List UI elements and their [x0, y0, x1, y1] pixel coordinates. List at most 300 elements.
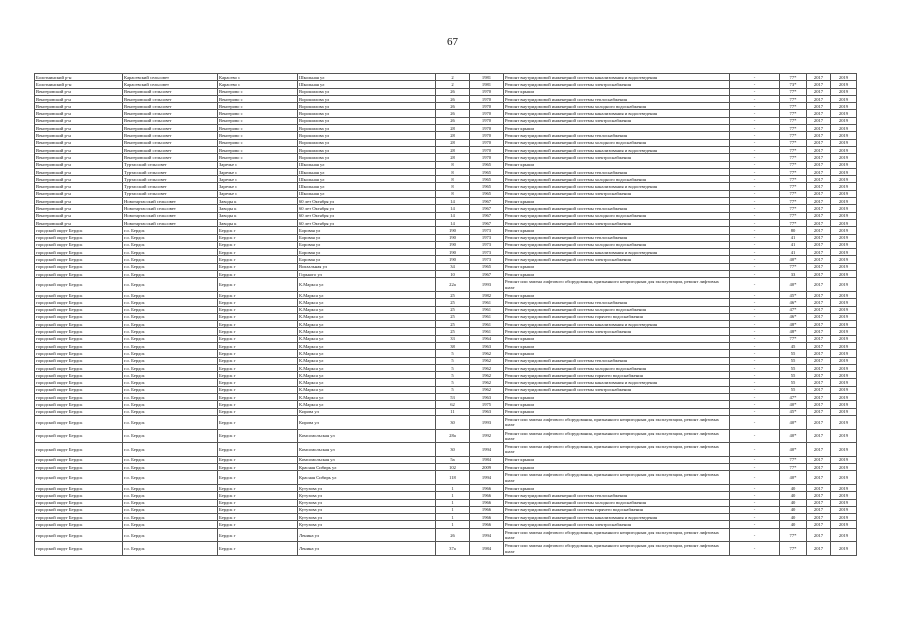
cell-locality: Бердск г	[218, 471, 298, 485]
cell-settlement: г.о. Бердск	[123, 401, 218, 408]
cell-settlement: г.о. Бердск	[123, 484, 218, 491]
cell-house-number: 25	[436, 328, 470, 335]
cell-house-number: 190	[436, 227, 470, 234]
cell-locality: Венгерово с	[218, 103, 298, 110]
cell-area: -	[730, 95, 780, 102]
table-row	[35, 471, 857, 485]
cell-cost: 55	[780, 350, 807, 357]
cell-work-type: Ремонт внутридомовой инженерной системы холодного водоснабжения	[504, 139, 730, 146]
cell-municipality: городской округ Бердск	[35, 350, 123, 357]
cell-locality: Венгерово с	[218, 132, 298, 139]
cell-work-type: Ремонт внутридомовой инженерной системы холодного водоснабжения	[504, 364, 730, 371]
cell-area: -	[730, 372, 780, 379]
cell-build-year: 1973	[470, 227, 504, 234]
cell-work-type: Ремонт внутридомовой инженерной системы холодного водоснабжения	[504, 499, 730, 506]
cell-municipality: городской округ Бердск	[35, 299, 123, 306]
cell-work-type: Ремонт внутридомовой инженерной системы теплоснабжения	[504, 234, 730, 241]
cell-street: Школьная ул	[298, 81, 436, 88]
cell-build-year: 1965	[470, 161, 504, 168]
cell-cost: 77*	[780, 205, 807, 212]
cell-cost: 77*	[780, 117, 807, 124]
cell-locality: Бердск г	[218, 321, 298, 328]
cell-locality: Бердск г	[218, 249, 298, 256]
cell-house-number: 5а	[436, 456, 470, 463]
cell-build-year: 1984	[470, 456, 504, 463]
cell-build-year: 1962	[470, 386, 504, 393]
cell-municipality: городской округ Бердск	[35, 227, 123, 234]
cell-locality: Бердск г	[218, 306, 298, 313]
cell-municipality: городской округ Бердск	[35, 471, 123, 485]
cell-settlement: г.о. Бердск	[123, 372, 218, 379]
cell-settlement: г.о. Бердск	[123, 342, 218, 349]
cell-end-year: 2019	[831, 227, 857, 234]
cell-cost: 77*	[780, 183, 807, 190]
cell-build-year: 1970	[470, 88, 504, 95]
cell-start-year: 2017	[807, 190, 831, 197]
cell-house-number: 33	[436, 335, 470, 342]
cell-work-type: Ремонт или замена лифтового оборудования, признанного непригодным для эксплуатации, ремонт лифтовых шахт	[504, 471, 730, 485]
cell-street: Ворошилова ул	[298, 88, 436, 95]
table-row	[35, 125, 857, 132]
cell-house-number: 190	[436, 249, 470, 256]
table-row	[35, 117, 857, 124]
cell-start-year: 2017	[807, 471, 831, 485]
cell-build-year: 1963	[470, 408, 504, 415]
cell-settlement: г.о. Бердск	[123, 492, 218, 499]
cell-start-year: 2017	[807, 350, 831, 357]
cell-work-type: Ремонт крыши	[504, 88, 730, 95]
cell-build-year: 1973	[470, 234, 504, 241]
table-row	[35, 227, 857, 234]
table-row	[35, 394, 857, 401]
cell-cost: 77*	[780, 176, 807, 183]
cell-locality: Венгерово с	[218, 110, 298, 117]
cell-locality: Бердск г	[218, 357, 298, 364]
cell-settlement: г.о. Бердск	[123, 256, 218, 263]
cell-build-year: 1964	[470, 335, 504, 342]
cell-start-year: 2017	[807, 263, 831, 270]
cell-street: Комсомольская ул	[298, 443, 436, 457]
cell-municipality: городской округ Бердск	[35, 313, 123, 320]
cell-settlement: Туртасский сельсовет	[123, 168, 218, 175]
cell-locality: Венгерово с	[218, 117, 298, 124]
cell-municipality: городской округ Бердск	[35, 514, 123, 521]
cell-house-number: 14	[436, 198, 470, 205]
cell-start-year: 2017	[807, 306, 831, 313]
cell-locality: Бердск г	[218, 313, 298, 320]
cell-start-year: 2017	[807, 176, 831, 183]
cell-build-year: 1966	[470, 492, 504, 499]
cell-locality: Бердск г	[218, 256, 298, 263]
cell-start-year: 2017	[807, 291, 831, 298]
cell-end-year: 2019	[831, 350, 857, 357]
cell-locality: Заречье с	[218, 168, 298, 175]
cell-house-number: 2	[436, 81, 470, 88]
cell-street: К.Маркса ул	[298, 313, 436, 320]
cell-cost: 77*	[780, 190, 807, 197]
cell-municipality: городской округ Бердск	[35, 443, 123, 457]
table-row	[35, 364, 857, 371]
cell-cost: 80	[780, 227, 807, 234]
cell-street: К.Маркса ул	[298, 299, 436, 306]
cell-cost: 55	[780, 364, 807, 371]
cell-house-number: 5	[436, 386, 470, 393]
cell-street: Ворошилова ул	[298, 139, 436, 146]
cell-build-year: 1967	[470, 198, 504, 205]
cell-cost: 77*	[780, 103, 807, 110]
cell-end-year: 2019	[831, 386, 857, 393]
cell-street: Кутузова ул	[298, 521, 436, 528]
cell-municipality: Венгеровский р-н	[35, 198, 123, 205]
cell-end-year: 2019	[831, 205, 857, 212]
cell-start-year: 2017	[807, 542, 831, 556]
table-body	[35, 74, 857, 556]
cell-build-year: 1973	[470, 256, 504, 263]
cell-settlement: Венгеровский сельсовет	[123, 88, 218, 95]
cell-municipality: городской округ Бердск	[35, 241, 123, 248]
cell-end-year: 2019	[831, 278, 857, 292]
cell-area: -	[730, 401, 780, 408]
cell-build-year: 1984	[470, 542, 504, 556]
cell-cost: 77*	[780, 456, 807, 463]
cell-house-number: 5	[436, 364, 470, 371]
cell-end-year: 2019	[831, 321, 857, 328]
cell-end-year: 2019	[831, 408, 857, 415]
table-row	[35, 506, 857, 513]
cell-locality: Бердск г	[218, 271, 298, 278]
cell-start-year: 2017	[807, 212, 831, 219]
cell-end-year: 2019	[831, 117, 857, 124]
table-row	[35, 401, 857, 408]
cell-area: -	[730, 88, 780, 95]
cell-end-year: 2019	[831, 514, 857, 521]
cell-end-year: 2019	[831, 241, 857, 248]
cell-settlement: г.о. Бердск	[123, 299, 218, 306]
cell-end-year: 2019	[831, 464, 857, 471]
cell-build-year: 1963	[470, 394, 504, 401]
table-row	[35, 499, 857, 506]
table-row	[35, 357, 857, 364]
cell-street: Ворошилова ул	[298, 146, 436, 153]
cell-settlement: Новотартасский сельсовет	[123, 219, 218, 226]
table-row	[35, 241, 857, 248]
cell-settlement: г.о. Бердск	[123, 415, 218, 429]
table-row	[35, 74, 857, 81]
cell-end-year: 2019	[831, 219, 857, 226]
cell-start-year: 2017	[807, 506, 831, 513]
table-row	[35, 484, 857, 491]
cell-start-year: 2017	[807, 456, 831, 463]
cell-area: -	[730, 484, 780, 491]
cell-cost: 77*	[780, 528, 807, 542]
cell-municipality: городской округ Бердск	[35, 372, 123, 379]
cell-house-number: 22а	[436, 278, 470, 292]
cell-work-type: Ремонт внутридомовой инженерной системы теплоснабжения	[504, 205, 730, 212]
cell-house-number: 190	[436, 256, 470, 263]
cell-settlement: г.о. Бердск	[123, 471, 218, 485]
cell-cost: 77*	[780, 464, 807, 471]
cell-end-year: 2019	[831, 484, 857, 491]
cell-end-year: 2019	[831, 456, 857, 463]
cell-street: Кутузова ул	[298, 506, 436, 513]
cell-street: Горького ул	[298, 271, 436, 278]
cell-start-year: 2017	[807, 443, 831, 457]
cell-street: Кирова ул	[298, 415, 436, 429]
cell-cost: 77*	[780, 146, 807, 153]
table-row	[35, 161, 857, 168]
cell-municipality: городской округ Бердск	[35, 542, 123, 556]
cell-area: -	[730, 408, 780, 415]
cell-build-year: 1992	[470, 429, 504, 443]
cell-area: -	[730, 249, 780, 256]
cell-settlement: г.о. Бердск	[123, 227, 218, 234]
cell-build-year: 1973	[470, 249, 504, 256]
cell-cost: 77*	[780, 88, 807, 95]
cell-start-year: 2017	[807, 198, 831, 205]
cell-street: 60 лет Октября ул	[298, 198, 436, 205]
cell-end-year: 2019	[831, 212, 857, 219]
cell-cost: 77*	[780, 212, 807, 219]
cell-cost: 77*	[780, 542, 807, 556]
cell-locality: Венгерово с	[218, 88, 298, 95]
cell-locality: Заречье с	[218, 183, 298, 190]
cell-work-type: Ремонт внутридомовой инженерной системы канализования и водоотведения	[504, 379, 730, 386]
cell-end-year: 2019	[831, 263, 857, 270]
cell-settlement: г.о. Бердск	[123, 456, 218, 463]
cell-settlement: Венгеровский сельсовет	[123, 139, 218, 146]
table-row	[35, 212, 857, 219]
cell-house-number: 11	[436, 408, 470, 415]
cell-start-year: 2017	[807, 514, 831, 521]
cell-end-year: 2019	[831, 183, 857, 190]
cell-street: Кутузова ул	[298, 492, 436, 499]
cell-municipality: Венгеровский р-н	[35, 168, 123, 175]
cell-house-number: 1	[436, 506, 470, 513]
cell-start-year: 2017	[807, 183, 831, 190]
cell-end-year: 2019	[831, 132, 857, 139]
cell-locality: Бердск г	[218, 506, 298, 513]
cell-cost: 77*	[780, 198, 807, 205]
cell-house-number: 26	[436, 110, 470, 117]
cell-area: -	[730, 139, 780, 146]
cell-area: -	[730, 132, 780, 139]
cell-locality: Бердск г	[218, 456, 298, 463]
cell-municipality: Венгеровский р-н	[35, 146, 123, 153]
cell-build-year: 1967	[470, 219, 504, 226]
cell-start-year: 2017	[807, 401, 831, 408]
cell-settlement: г.о. Бердск	[123, 328, 218, 335]
cell-locality: Бердск г	[218, 542, 298, 556]
cell-area: -	[730, 168, 780, 175]
cell-municipality: Венгеровский р-н	[35, 139, 123, 146]
cell-work-type: Ремонт крыши	[504, 198, 730, 205]
cell-cost: 45*	[780, 291, 807, 298]
table-row	[35, 429, 857, 443]
cell-street: Ворошилова ул	[298, 110, 436, 117]
cell-locality: Бердск г	[218, 386, 298, 393]
cell-settlement: Туртасский сельсовет	[123, 161, 218, 168]
cell-municipality: Венгеровский р-н	[35, 190, 123, 197]
repair-schedule-table	[34, 73, 857, 556]
cell-area: -	[730, 521, 780, 528]
cell-house-number: 26	[436, 103, 470, 110]
cell-area: -	[730, 219, 780, 226]
cell-locality: Венгерово с	[218, 154, 298, 161]
cell-settlement: г.о. Бердск	[123, 291, 218, 298]
cell-area: -	[730, 394, 780, 401]
cell-municipality: Венгеровский р-н	[35, 183, 123, 190]
cell-work-type: Ремонт внутридомовой инженерной системы теплоснабжения	[504, 299, 730, 306]
cell-locality: Заводы к	[218, 205, 298, 212]
cell-municipality: городской округ Бердск	[35, 291, 123, 298]
cell-start-year: 2017	[807, 132, 831, 139]
cell-end-year: 2019	[831, 125, 857, 132]
cell-end-year: 2019	[831, 306, 857, 313]
cell-municipality: городской округ Бердск	[35, 364, 123, 371]
cell-street: Ворошилова ул	[298, 125, 436, 132]
table-row	[35, 271, 857, 278]
cell-cost: 77*	[780, 335, 807, 342]
cell-house-number: 26	[436, 88, 470, 95]
cell-end-year: 2019	[831, 342, 857, 349]
cell-cost: 40*	[780, 256, 807, 263]
table-row	[35, 335, 857, 342]
cell-settlement: Венгеровский сельсовет	[123, 110, 218, 117]
cell-locality: Заводы к	[218, 219, 298, 226]
cell-build-year: 1967	[470, 205, 504, 212]
cell-municipality: Венгеровский р-н	[35, 154, 123, 161]
cell-start-year: 2017	[807, 74, 831, 81]
cell-start-year: 2017	[807, 408, 831, 415]
cell-street: Школьная ул	[298, 161, 436, 168]
cell-area: -	[730, 328, 780, 335]
cell-work-type: Ремонт или замена лифтового оборудования, признанного непригодным для эксплуатации, ремонт лифтовых шахт	[504, 429, 730, 443]
cell-end-year: 2019	[831, 291, 857, 298]
cell-municipality: городской округ Бердск	[35, 499, 123, 506]
cell-start-year: 2017	[807, 335, 831, 342]
cell-municipality: городской округ Бердск	[35, 278, 123, 292]
table-row	[35, 514, 857, 521]
cell-street: Школьная ул	[298, 74, 436, 81]
cell-locality: Бердск г	[218, 443, 298, 457]
cell-cost: 77*	[780, 219, 807, 226]
cell-build-year: 1962	[470, 364, 504, 371]
cell-settlement: г.о. Бердск	[123, 429, 218, 443]
cell-start-year: 2017	[807, 429, 831, 443]
cell-cost: 77*	[780, 74, 807, 81]
cell-build-year: 1993	[470, 278, 504, 292]
cell-municipality: городской округ Бердск	[35, 263, 123, 270]
cell-cost: 41	[780, 241, 807, 248]
cell-street: К.Маркса ул	[298, 401, 436, 408]
cell-house-number: 14	[436, 212, 470, 219]
cell-start-year: 2017	[807, 88, 831, 95]
cell-cost: 48*	[780, 328, 807, 335]
cell-area: -	[730, 241, 780, 248]
cell-build-year: 1981	[470, 81, 504, 88]
cell-end-year: 2019	[831, 88, 857, 95]
cell-work-type: Ремонт внутридомовой инженерной системы теплоснабжения	[504, 357, 730, 364]
cell-area: -	[730, 542, 780, 556]
cell-municipality: городской округ Бердск	[35, 256, 123, 263]
cell-area: -	[730, 528, 780, 542]
cell-settlement: г.о. Бердск	[123, 263, 218, 270]
cell-build-year: 1970	[470, 139, 504, 146]
cell-area: -	[730, 357, 780, 364]
cell-start-year: 2017	[807, 313, 831, 320]
cell-house-number: 118	[436, 471, 470, 485]
table-row	[35, 313, 857, 320]
cell-build-year: 1966	[470, 514, 504, 521]
cell-house-number: 25	[436, 313, 470, 320]
cell-locality: Бердск г	[218, 227, 298, 234]
cell-build-year: 1965	[470, 190, 504, 197]
cell-end-year: 2019	[831, 328, 857, 335]
cell-work-type: Ремонт или замена лифтового оборудования, признанного непригодным для эксплуатации, ремонт лифтовых шахт	[504, 542, 730, 556]
table-row	[35, 542, 857, 556]
cell-start-year: 2017	[807, 234, 831, 241]
cell-area: -	[730, 335, 780, 342]
cell-street: Боровая ул	[298, 241, 436, 248]
cell-street: Боровая ул	[298, 227, 436, 234]
cell-build-year: 1966	[470, 521, 504, 528]
cell-work-type: Ремонт крыши	[504, 291, 730, 298]
cell-street: Школьная ул	[298, 183, 436, 190]
cell-locality: Бердск г	[218, 263, 298, 270]
cell-build-year: 1981	[470, 74, 504, 81]
cell-start-year: 2017	[807, 95, 831, 102]
cell-street: 60 лет Октября ул	[298, 205, 436, 212]
cell-house-number: 28	[436, 146, 470, 153]
cell-build-year: 1993	[470, 415, 504, 429]
cell-end-year: 2019	[831, 176, 857, 183]
cell-work-type: Ремонт внутридомовой инженерной системы холодного водоснабжения	[504, 103, 730, 110]
cell-street: Комсомольская ул	[298, 429, 436, 443]
cell-work-type: Ремонт внутридомовой инженерной системы теплоснабжения	[504, 492, 730, 499]
cell-house-number: 28а	[436, 429, 470, 443]
cell-settlement: г.о. Бердск	[123, 241, 218, 248]
cell-work-type: Ремонт внутридомовой инженерной системы канализования и водоотведения	[504, 146, 730, 153]
cell-work-type: Ремонт внутридомовой инженерной системы канализования и водоотведения	[504, 321, 730, 328]
cell-street: Боровая ул	[298, 249, 436, 256]
cell-end-year: 2019	[831, 81, 857, 88]
cell-locality: Бердск г	[218, 328, 298, 335]
cell-settlement: г.о. Бердск	[123, 542, 218, 556]
cell-settlement: Венгеровский сельсовет	[123, 95, 218, 102]
cell-area: -	[730, 342, 780, 349]
cell-settlement: Венгеровский сельсовет	[123, 125, 218, 132]
cell-work-type: Ремонт крыши	[504, 125, 730, 132]
cell-locality: Бердск г	[218, 291, 298, 298]
cell-cost: 45	[780, 342, 807, 349]
cell-street: Кутузова ул	[298, 484, 436, 491]
cell-municipality: городской округ Бердск	[35, 386, 123, 393]
cell-municipality: Венгеровский р-н	[35, 103, 123, 110]
table-row	[35, 81, 857, 88]
cell-settlement: г.о. Бердск	[123, 521, 218, 528]
cell-end-year: 2019	[831, 299, 857, 306]
cell-municipality: городской округ Бердск	[35, 408, 123, 415]
cell-build-year: 1970	[470, 125, 504, 132]
cell-locality: Заречье с	[218, 190, 298, 197]
cell-street: Школьная ул	[298, 168, 436, 175]
cell-house-number: 8	[436, 168, 470, 175]
table-row	[35, 415, 857, 429]
cell-street: Вокзальная ул	[298, 263, 436, 270]
cell-house-number: 190	[436, 241, 470, 248]
cell-locality: Бердск г	[218, 379, 298, 386]
cell-cost: 73*	[780, 81, 807, 88]
